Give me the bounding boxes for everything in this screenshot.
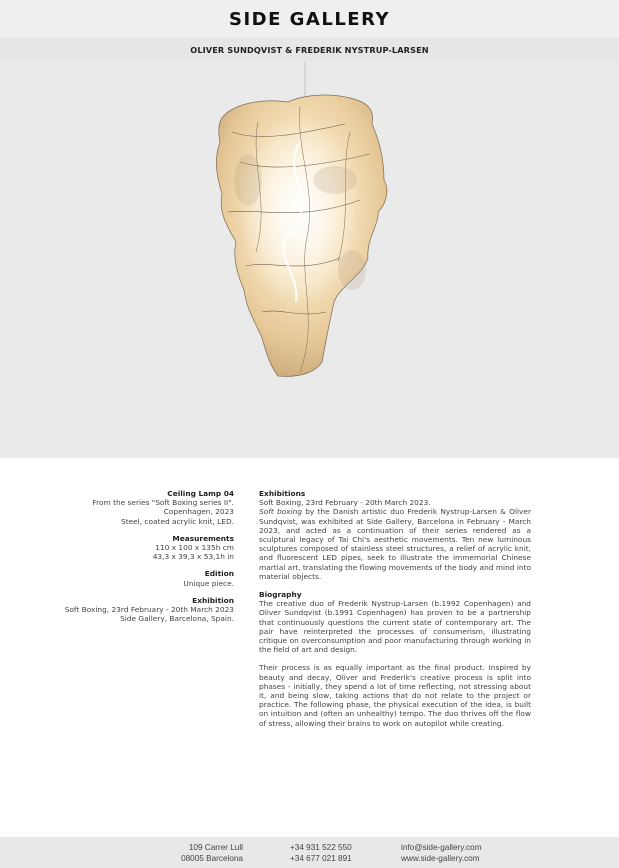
- footer-phones: [290, 842, 352, 864]
- biography-paragraph-1: The creative duo of Frederik Nystrup-Larsen (b.1992 Copenhagen) and Oliver Sundqvist (b.1991 Copenhagen) has proven to be a partnership that continuously questions the current state of contemporary art. The pair have reinterpreted the processes of consumerism, illustrating critique on overconsumption and poor manufacturing through working in the field of art and design.: [259, 599, 531, 655]
- footer-contact: [401, 842, 482, 864]
- text-column: [259, 489, 531, 728]
- exhibitions-line: Soft Boxing, 23rd February - 20th March 2023.: [259, 498, 431, 508]
- footer-address: [178, 842, 243, 864]
- edition-value: Unique piece.: [183, 578, 234, 588]
- biography-heading: Biography: [259, 590, 302, 600]
- biography-paragraph-2: Their process is as equally important as the final product. Inspired by beauty and decay, Oliver and Frederik's creative process is split into phases - initially, they spend a lot of time reflecting, not stressing about it, and being slow, taking actions that do not relate to the project or practice. The following phase, the physical execution of the idea, is built on intuition and (often an unhealthy) tempo. The duo thrives off the flow of stress, allowing their brains to work on autopilot while creating.: [259, 663, 531, 728]
- exhibition-line-1: Soft Boxing, 23rd February - 20th March 2023: [64, 605, 234, 615]
- phone-1[interactable]: +34 931 522 550: [290, 843, 352, 852]
- product-image: [0, 62, 619, 458]
- exhibitions-em: Soft boxing: [259, 507, 302, 517]
- footer: [0, 837, 619, 868]
- measurements-in: 43,3 x 39,3 x 53,1h in: [152, 552, 234, 562]
- exhibition-heading: Exhibition: [192, 595, 234, 605]
- address-line-2: 08005 Barcelona: [181, 854, 243, 863]
- header: [0, 0, 619, 38]
- edition-heading: Edition: [204, 569, 234, 579]
- exhibitions-body: by the Danish artistic duo Frederik Nystrup-Larsen & Oliver Sundqvist, was exhibited at Side Gallery, Barcelona in February - March 2023, and acted as a continuation of their series rendered as a sculptural legacy of Tai Chi's aesthetic movements. Ten new luminous sculptures composed of stainless steel structures, a relief of acrylic knit, and fluorescent LED pipes, seek to illustrate the immemorial Chinese martial art, translating the flowing movements of the body and mind into material objects.: [259, 507, 532, 581]
- exhibition-line-2: Side Gallery, Barcelona, Spain.: [120, 614, 234, 624]
- lamp-sculpture-image: [0, 62, 619, 458]
- artists-bar: [0, 38, 619, 62]
- exhibitions-heading: Exhibitions: [259, 489, 306, 498]
- measurements-heading: Measurements: [172, 533, 234, 543]
- details-column: [44, 489, 234, 631]
- phone-2[interactable]: +34 677 021 891: [290, 854, 352, 863]
- work-place-year: Copenhagen, 2023: [163, 507, 234, 517]
- artists-title: OLIVER SUNDQVIST & FREDERIK NYSTRUP-LARSEN: [190, 45, 429, 55]
- work-series: From the series "Soft Boxing series II".: [92, 498, 234, 508]
- email-link[interactable]: info@side-gallery.com: [401, 843, 482, 852]
- website-link[interactable]: www.side-gallery.com: [401, 854, 480, 863]
- measurements-cm: 110 x 100 x 135h cm: [155, 543, 234, 553]
- gallery-logo: SIDE GALLERY: [228, 8, 390, 30]
- address-line-1: 109 Carrer Lull: [188, 843, 243, 852]
- exhibitions-paragraph: [259, 507, 531, 581]
- work-title: Ceiling Lamp 04: [167, 489, 234, 498]
- work-materials: Steel, coated acrylic knit, LED.: [121, 516, 234, 526]
